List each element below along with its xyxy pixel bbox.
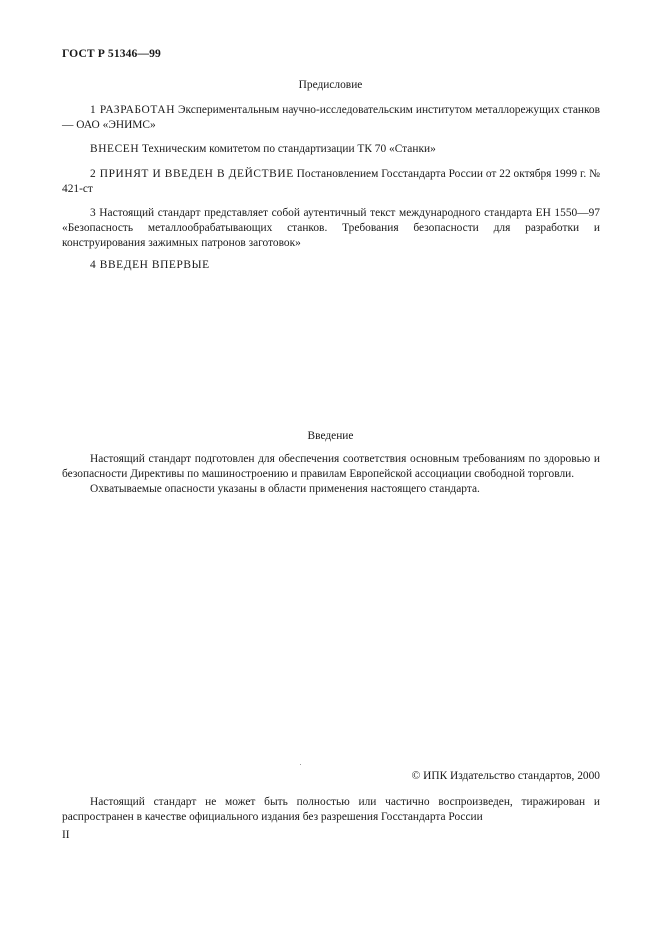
page-number: II (62, 829, 70, 841)
foreword-item-lead: ВНЕСЕН (90, 143, 140, 155)
foreword-item-1 (62, 103, 600, 133)
document-code: ГОСТ Р 51346—99 (62, 47, 161, 60)
foreword-item-submitted (62, 142, 600, 157)
foreword-item-text: Постановлением Госстандарта России от 22 октября 1999 г. № 421-ст (62, 168, 600, 195)
introduction-body (62, 452, 600, 497)
scan-speck (300, 764, 301, 765)
foreword-item-2 (62, 167, 600, 197)
foreword-title: Предисловие (298, 79, 363, 91)
introduction-paragraph: Охватываемые опасности указаны в области применения настоящего стандарта. (90, 483, 480, 495)
introduction-title: Введение (307, 430, 354, 442)
foreword-item-lead: 4 ВВЕДЕН ВПЕРВЫЕ (90, 259, 210, 271)
foreword-item-lead: 1 РАЗРАБОТАН (90, 104, 176, 116)
foreword-item-text: 3 Настоящий стандарт представляет собой аутентичный текст международного стандарта ЕН 1550—97 «Безопасность металлообрабатывающих станков. Требования безопасности для разработки и конструирования зажимных патронов заготовок» (62, 207, 600, 249)
foreword-item-text: Техническим комитетом по стандартизации ТК 70 «Станки» (139, 143, 436, 155)
foreword-item-lead: 2 ПРИНЯТ И ВВЕДЕН В ДЕЙСТВИЕ (90, 168, 294, 180)
introduction-paragraph: Настоящий стандарт подготовлен для обеспечения соответствия основным требованиям по здоровью и безопасности Директивы по машиностроению и правилам Европейской ассоциации свободной торговли. (62, 453, 600, 480)
foreword-item-text: Экспериментальным научно-исследовательским институтом металлорежущих станков — ОАО «ЭНИМС» (62, 104, 600, 131)
copyright-line: © ИПК Издательство стандартов, 2000 (411, 770, 600, 782)
notice-text: Настоящий стандарт не может быть полностью или частично воспроизведен, тиражирован и распространен в качестве официального издания без разрешения Госстандарта России (62, 796, 600, 823)
foreword-item-3 (62, 206, 600, 251)
reproduction-notice (62, 795, 600, 825)
foreword-item-4 (62, 258, 600, 273)
